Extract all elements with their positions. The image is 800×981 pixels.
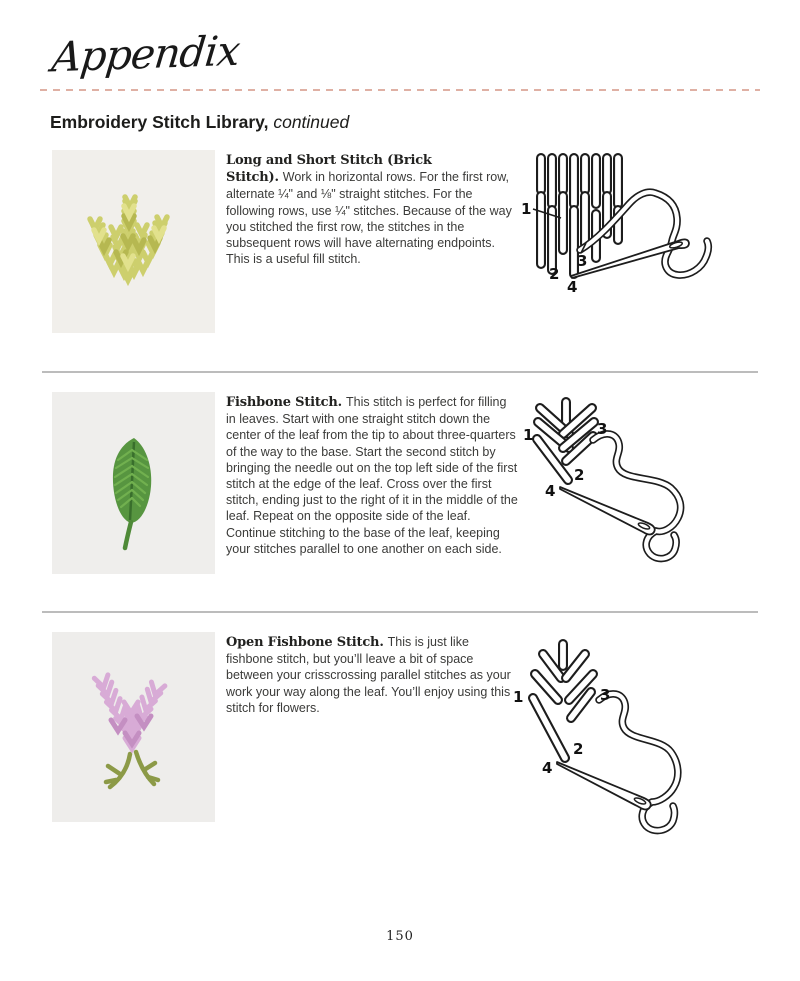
- diagram-label-4: 4: [545, 482, 556, 500]
- diagram-open-fishbone-stitch: [503, 634, 728, 849]
- stitch-description: [226, 152, 518, 267]
- diagram-long-and-short-stitch: [505, 146, 755, 301]
- thread: [593, 434, 681, 559]
- dashed-divider: [40, 89, 760, 91]
- stitch-title: Fishbone Stitch.: [226, 395, 342, 410]
- diagram-label-1: 1: [513, 688, 524, 706]
- appendix-script-title: Appendix: [49, 26, 242, 82]
- page-number: 150: [386, 929, 414, 944]
- diagram-label-3: 3: [597, 420, 608, 438]
- stitch-capsules: [533, 644, 593, 758]
- diagram-label-4: 4: [542, 759, 553, 777]
- diagram-label-2: 2: [574, 466, 585, 484]
- photo-long-and-short-stitch: [52, 150, 215, 333]
- page-title-continued: continued: [268, 112, 350, 132]
- section-open-fishbone: [226, 634, 518, 716]
- section-long-and-short: [226, 152, 518, 267]
- diagram-label-3: 3: [600, 686, 611, 704]
- stitch-title: Long and Short Stitch (Brick Stitch).: [226, 153, 432, 186]
- stitch-title: Open Fishbone Stitch.: [226, 635, 384, 650]
- diagram-fishbone-stitch: [505, 392, 730, 592]
- diagram-label-1: 1: [523, 426, 534, 444]
- stitch-description: [226, 634, 518, 716]
- diagram-label-2: 2: [573, 740, 584, 758]
- stitch-body: This is just like fishbone stitch, but you’ll leave a bit of space between your crisscrossing parallel stitches as your work your way along the leaf. You’ll enjoy using this stitch for flowers.: [226, 635, 511, 715]
- stitch-capsules: [537, 402, 594, 480]
- diagram-label-4: 4: [567, 278, 578, 296]
- photo-open-fishbone-stitch: [52, 632, 215, 822]
- section-divider: [42, 611, 758, 613]
- stitch-body: This stitch is perfect for filling in leaves. Start with one straight stitch down the center of the leaf from the tip to about three-quarters of the way to the base. Start the second stitch by bringing the needle out on the top left side of the first stitch at the edge of the leaf. Cross over the first stitch, ending just to the right of it in the middle of the leaf. Repeat on the opposite side of the leaf. Continue stitching to the base of the leaf, keeping your stitches parallel to one another on each side.: [226, 395, 518, 556]
- section-divider: [42, 371, 758, 373]
- page-title: [50, 112, 349, 133]
- diagram-label-2: 2: [549, 265, 560, 283]
- stitch-description: [226, 394, 518, 557]
- stitch-body: Work in horizontal rows. For the first row, alternate ¼" and ⅛" straight stitches. For the following rows, use ¼" stitches. Because of the way you stitched the first row, the stitches in the subsequent rows will have alternating endpoints. This is a useful fill stitch.: [226, 170, 512, 267]
- diagram-label-3: 3: [577, 252, 588, 270]
- diagram-label-1: 1: [521, 200, 532, 218]
- page-title-main: Embroidery Stitch Library,: [50, 112, 269, 132]
- thread: [599, 694, 678, 831]
- section-fishbone: [226, 394, 518, 557]
- photo-fishbone-stitch: [52, 392, 215, 574]
